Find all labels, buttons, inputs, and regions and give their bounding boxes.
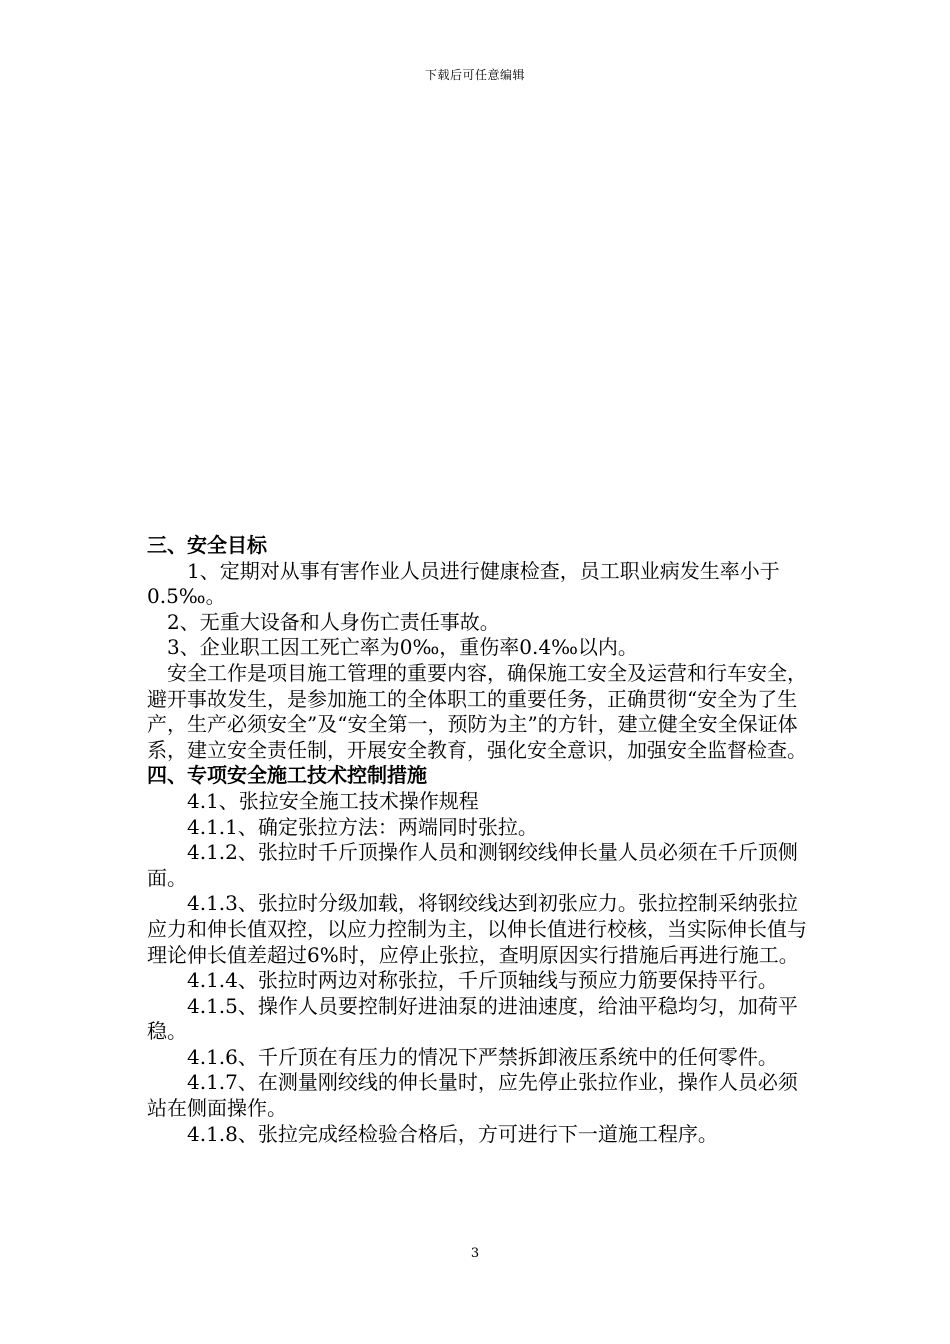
measure-item: 4.1.8、张拉完成经检验合格后，方可进行下一道施工程序。 <box>187 1121 718 1146</box>
goal-item-1: 1、定期对从事有害作业人员进行健康检查，员工职业病发生率小于0.5‰。 <box>147 558 780 609</box>
measure-item: 4.1.7、在测量刚绞线的伸长量时，应先停止张拉作业，操作人员必须站在侧面操作。 <box>147 1070 798 1121</box>
measure-item: 4.1、张拉安全施工技术操作规程 <box>187 788 479 813</box>
measure-item: 4.1.1、确定张拉方法：两端同时张拉。 <box>187 814 538 839</box>
measure-item: 4.1.4、张拉时两边对称张拉，千斤顶轴线与预应力筋要保持平行。 <box>187 968 778 993</box>
page-number: 3 <box>470 1246 480 1261</box>
measure-item: 4.1.5、操作人员要控制好进油泵的进油速度，给油平稳均匀，加荷平稳。 <box>147 993 798 1044</box>
section-heading-safety-goals: 三、安全目标 <box>147 533 267 557</box>
measure-item: 4.1.3、张拉时分级加载，将钢绞线达到初张应力。张拉控制采纳张拉应力和伸长值双控，以应力控制为主，以伸长值进行校核，当实际伸长值与理论伸长值差超过6%时，应停止张拉，查明原因实行措施后再进行施工。 <box>147 891 807 967</box>
measure-item: 4.1.2、张拉时千斤顶操作人员和测钢绞线伸长量人员必须在千斤顶侧面。 <box>147 840 798 890</box>
goal-item-2: 2、无重大设备和人身伤亡责任事故。 <box>167 609 500 634</box>
safety-paragraph: 安全工作是项目施工管理的重要内容，确保施工安全及运营和行车安全，避开事故发生，是参加施工的全体职工的重要任务，正确贯彻“安全为了生产，生产必须安全”及“安全第一，预防为主”的方针，建立健全安全保证体系，建立安全责任制，开展安全教育，强化安全意识，加强安全监督检查。 <box>147 660 807 762</box>
measure-item: 4.1.6、千斤顶在有压力的情况下严禁拆卸液压系统中的任何零件。 <box>187 1044 778 1069</box>
goal-item-3: 3、企业职工因工死亡率为0‰，重伤率0.4‰以内。 <box>167 635 638 660</box>
section-heading-safety-measures: 四、专项安全施工技术控制措施 <box>147 763 427 788</box>
document-body <box>147 533 807 1147</box>
page-header: 下载后可任意编辑 <box>424 68 525 82</box>
